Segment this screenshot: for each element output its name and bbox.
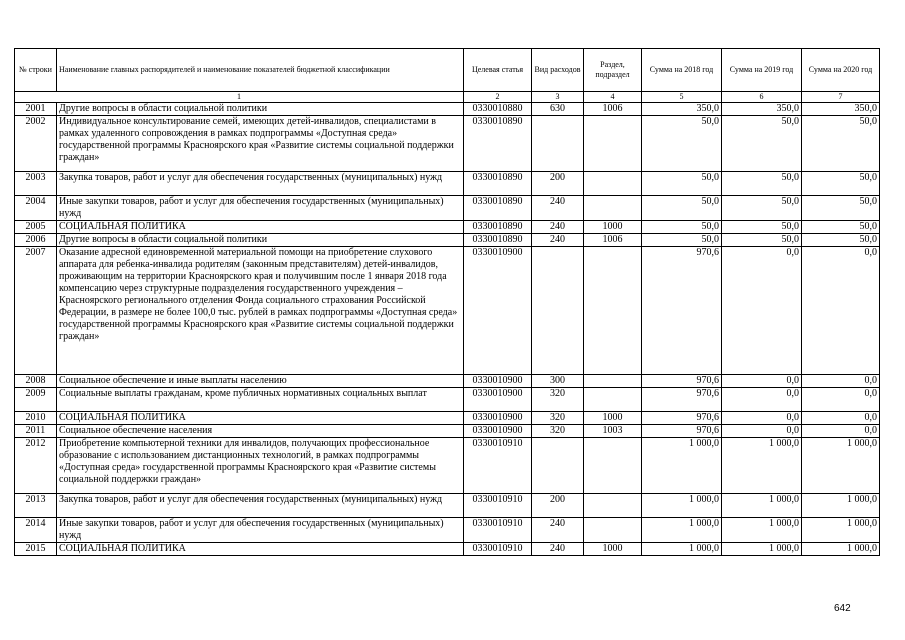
row-sum-2020: 50,0 (802, 234, 880, 247)
row-target-code: 0330010890 (464, 234, 532, 247)
row-number: 2004 (15, 196, 57, 221)
row-name: Другие вопросы в области социальной политики (57, 234, 464, 247)
row-target-code: 0330010910 (464, 543, 532, 556)
row-number: 2014 (15, 518, 57, 543)
column-number-2: 2 (464, 92, 532, 103)
row-name: Иные закупки товаров, работ и услуг для обеспечения государственных (муниципальных) нужд (57, 518, 464, 543)
row-section (584, 247, 642, 375)
row-sum-2019: 1 000,0 (722, 494, 802, 518)
table-row (15, 116, 880, 172)
row-expense-type: 240 (532, 196, 584, 221)
row-sum-2018: 970,6 (642, 247, 722, 375)
row-section: 1003 (584, 425, 642, 438)
row-target-code: 0330010890 (464, 172, 532, 196)
row-sum-2019: 1 000,0 (722, 438, 802, 494)
row-section (584, 375, 642, 388)
table-row (15, 234, 880, 247)
row-expense-type: 300 (532, 375, 584, 388)
row-sum-2020: 1 000,0 (802, 543, 880, 556)
row-sum-2019: 0,0 (722, 425, 802, 438)
table-row (15, 247, 880, 375)
row-sum-2019: 0,0 (722, 375, 802, 388)
table-header-row (15, 49, 880, 92)
row-sum-2019: 1 000,0 (722, 518, 802, 543)
budget-table (14, 48, 880, 556)
row-sum-2018: 970,6 (642, 412, 722, 425)
row-number: 2008 (15, 375, 57, 388)
row-expense-type: 320 (532, 388, 584, 412)
row-number: 2001 (15, 103, 57, 116)
row-sum-2018: 1 000,0 (642, 438, 722, 494)
row-sum-2020: 350,0 (802, 103, 880, 116)
row-target-code: 0330010910 (464, 494, 532, 518)
row-name: Другие вопросы в области социальной политики (57, 103, 464, 116)
row-name: Иные закупки товаров, работ и услуг для обеспечения государственных (муниципальных) нужд (57, 196, 464, 221)
row-sum-2020: 50,0 (802, 221, 880, 234)
table-body (15, 103, 880, 556)
row-section (584, 388, 642, 412)
page-number: 642 (834, 603, 851, 614)
header-sum-2020: Сумма на 2020 год (802, 49, 880, 92)
table-row (15, 518, 880, 543)
table-row (15, 425, 880, 438)
row-sum-2018: 50,0 (642, 116, 722, 172)
row-number: 2003 (15, 172, 57, 196)
row-expense-type (532, 116, 584, 172)
row-section: 1000 (584, 412, 642, 425)
row-section: 1006 (584, 234, 642, 247)
row-sum-2019: 0,0 (722, 412, 802, 425)
row-number: 2009 (15, 388, 57, 412)
row-name: Закупка товаров, работ и услуг для обеспечения государственных (муниципальных) нужд (57, 172, 464, 196)
column-number-5: 5 (642, 92, 722, 103)
row-sum-2020: 0,0 (802, 412, 880, 425)
row-section: 1000 (584, 221, 642, 234)
row-sum-2018: 1 000,0 (642, 494, 722, 518)
row-name: Социальное обеспечение населения (57, 425, 464, 438)
row-number: 2011 (15, 425, 57, 438)
row-expense-type: 200 (532, 494, 584, 518)
row-target-code: 0330010900 (464, 425, 532, 438)
row-target-code: 0330010910 (464, 518, 532, 543)
row-section: 1000 (584, 543, 642, 556)
row-target-code: 0330010890 (464, 221, 532, 234)
row-sum-2020: 0,0 (802, 425, 880, 438)
row-expense-type: 240 (532, 543, 584, 556)
row-sum-2018: 50,0 (642, 234, 722, 247)
header-section: Раздел, подраздел (584, 49, 642, 92)
row-target-code: 0330010900 (464, 388, 532, 412)
row-sum-2020: 0,0 (802, 247, 880, 375)
column-number-3: 3 (532, 92, 584, 103)
row-sum-2018: 970,6 (642, 425, 722, 438)
row-number: 2013 (15, 494, 57, 518)
row-name: Индивидуальное консультирование семей, имеющих детей-инвалидов, специалистами в рамках удаленного сопровождения в рамках подпрограммы «Доступная среда» государственной программы Красноярского края «Развитие системы социальной поддержки граждан» (57, 116, 464, 172)
row-expense-type: 320 (532, 412, 584, 425)
header-expense-type: Вид расходов (532, 49, 584, 92)
table-row (15, 412, 880, 425)
column-number-7: 7 (802, 92, 880, 103)
column-number-1: 1 (15, 92, 464, 103)
row-section (584, 438, 642, 494)
row-sum-2018: 50,0 (642, 172, 722, 196)
table-row (15, 103, 880, 116)
row-name: СОЦИАЛЬНАЯ ПОЛИТИКА (57, 221, 464, 234)
row-sum-2020: 0,0 (802, 388, 880, 412)
row-sum-2020: 50,0 (802, 196, 880, 221)
table-row (15, 172, 880, 196)
row-section (584, 518, 642, 543)
row-sum-2018: 1 000,0 (642, 518, 722, 543)
row-sum-2019: 50,0 (722, 116, 802, 172)
row-section (584, 196, 642, 221)
row-sum-2019: 50,0 (722, 196, 802, 221)
table-row (15, 375, 880, 388)
row-name: Закупка товаров, работ и услуг для обеспечения государственных (муниципальных) нужд (57, 494, 464, 518)
row-expense-type: 630 (532, 103, 584, 116)
row-name: СОЦИАЛЬНАЯ ПОЛИТИКА (57, 412, 464, 425)
row-sum-2018: 350,0 (642, 103, 722, 116)
header-row-no: № строки (15, 49, 57, 92)
row-sum-2019: 50,0 (722, 221, 802, 234)
row-sum-2019: 350,0 (722, 103, 802, 116)
row-sum-2019: 1 000,0 (722, 543, 802, 556)
row-expense-type: 200 (532, 172, 584, 196)
row-sum-2020: 1 000,0 (802, 518, 880, 543)
table-row (15, 388, 880, 412)
row-sum-2019: 0,0 (722, 388, 802, 412)
row-number: 2007 (15, 247, 57, 375)
column-number-row (15, 92, 880, 103)
row-expense-type: 320 (532, 425, 584, 438)
row-target-code: 0330010900 (464, 375, 532, 388)
column-number-6: 6 (722, 92, 802, 103)
row-sum-2019: 50,0 (722, 234, 802, 247)
table-row (15, 438, 880, 494)
row-target-code: 0330010890 (464, 196, 532, 221)
row-name: Оказание адресной единовременной материальной помощи на приобретение слухового аппарата для ребенка-инвалида родителям (законным представителям) детей-инвалидов, проживающим на территории Красноярского края и получившим после 1 января 2018 года компенсацию через структурные подразделения государственного учреждения – Красноярского регионального отделения Фонда социального страхования Российской Федерации, в размере не более 100,0 тыс. рублей в рамках подпрограммы «Доступная среда» государственной программы Красноярского края «Развитие системы социальной поддержки граждан» (57, 247, 464, 375)
row-target-code: 0330010890 (464, 116, 532, 172)
table-row (15, 221, 880, 234)
row-number: 2012 (15, 438, 57, 494)
row-sum-2018: 970,6 (642, 388, 722, 412)
table-row (15, 494, 880, 518)
row-section (584, 116, 642, 172)
row-sum-2018: 1 000,0 (642, 543, 722, 556)
header-sum-2018: Сумма на 2018 год (642, 49, 722, 92)
row-name: Социальные выплаты гражданам, кроме публичных нормативных социальных выплат (57, 388, 464, 412)
row-sum-2020: 50,0 (802, 116, 880, 172)
row-sum-2020: 1 000,0 (802, 438, 880, 494)
row-target-code: 0330010900 (464, 247, 532, 375)
row-number: 2010 (15, 412, 57, 425)
row-target-code: 0330010910 (464, 438, 532, 494)
row-target-code: 0330010880 (464, 103, 532, 116)
row-number: 2015 (15, 543, 57, 556)
row-sum-2019: 50,0 (722, 172, 802, 196)
row-sum-2020: 0,0 (802, 375, 880, 388)
row-section (584, 172, 642, 196)
row-expense-type (532, 438, 584, 494)
table-row (15, 196, 880, 221)
row-sum-2018: 50,0 (642, 221, 722, 234)
row-sum-2019: 0,0 (722, 247, 802, 375)
header-name: Наименование главных распорядителей и наименование показателей бюджетной классификации (57, 49, 464, 92)
row-number: 2005 (15, 221, 57, 234)
row-name: Приобретение компьютерной техники для инвалидов, получающих профессиональное образование с использованием дистанционных технологий, в рамках подпрограммы «Доступная среда» государственной программы Красноярского края «Развитие системы социальной поддержки граждан» (57, 438, 464, 494)
row-target-code: 0330010900 (464, 412, 532, 425)
row-sum-2020: 50,0 (802, 172, 880, 196)
column-number-4: 4 (584, 92, 642, 103)
row-sum-2020: 1 000,0 (802, 494, 880, 518)
row-sum-2018: 970,6 (642, 375, 722, 388)
row-expense-type (532, 247, 584, 375)
row-section: 1006 (584, 103, 642, 116)
row-expense-type: 240 (532, 518, 584, 543)
row-name: Социальное обеспечение и иные выплаты населению (57, 375, 464, 388)
row-number: 2006 (15, 234, 57, 247)
row-section (584, 494, 642, 518)
table-row (15, 543, 880, 556)
row-name: СОЦИАЛЬНАЯ ПОЛИТИКА (57, 543, 464, 556)
row-sum-2018: 50,0 (642, 196, 722, 221)
row-expense-type: 240 (532, 234, 584, 247)
header-target: Целевая статья (464, 49, 532, 92)
row-expense-type: 240 (532, 221, 584, 234)
row-number: 2002 (15, 116, 57, 172)
header-sum-2019: Сумма на 2019 год (722, 49, 802, 92)
